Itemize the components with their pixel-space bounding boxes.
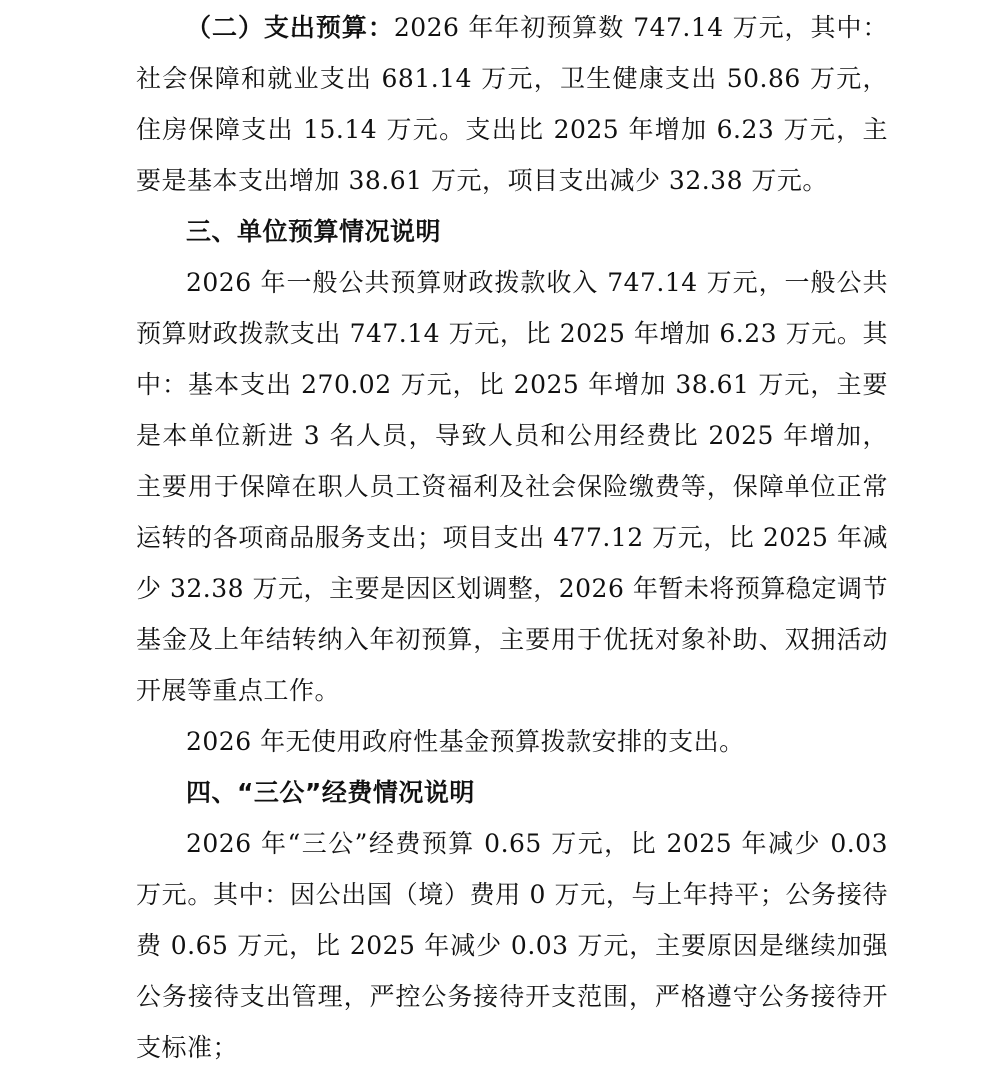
document-page bbox=[136, 2, 888, 1073]
section-heading-three-public: 四、“三公”经费情况说明 bbox=[186, 778, 475, 807]
expenditure-budget-text: 2026 年年初预算数 747.14 万元，其中：社会保障和就业支出 681.14 万元，卫生健康支出 50.86 万元，住房保障支出 15.14 万元。支出比 2025 年增加 6.23 万元，主要是基本支出增加 38.61 万元，项目支出减少 32.38 万元。 bbox=[136, 13, 888, 195]
unit-budget-paragraph: 2026 年一般公共预算财政拨款收入 747.14 万元，一般公共预算财政拨款支出 747.14 万元，比 2025 年增加 6.23 万元。其中：基本支出 270.02 万元，比 2025 年增加 38.61 万元，主要是本单位新进 3 名人员，导致人员和公用经费比 2025 年增加，主要用于保障在职人员工资福利及社会保险缴费等，保障单位正常运转的各项商品服务支出；项目支出 477.12 万元，比 2025 年减少 32.38 万元，主要是因区划调整，2026 年暂未将预算稳定调节基金及上年结转纳入年初预算，主要用于优抚对象补助、双拥活动开展等重点工作。 bbox=[136, 268, 888, 705]
section-heading-unit-budget: 三、单位预算情况说明 bbox=[186, 217, 442, 246]
three-public-paragraph: 2026 年“三公”经费预算 0.65 万元，比 2025 年减少 0.03 万元。其中：因公出国（境）费用 0 万元，与上年持平；公务接待费 0.65 万元，比 2025 年减少 0.03 万元，主要原因是继续加强公务接待支出管理，严控公务接待开支范围，严格遵守公务接待开支标准； bbox=[136, 829, 888, 1062]
expenditure-budget-paragraph bbox=[136, 2, 888, 206]
expenditure-budget-label: （二）支出预算： bbox=[186, 13, 394, 42]
government-fund-paragraph: 2026 年无使用政府性基金预算拨款安排的支出。 bbox=[186, 727, 745, 756]
